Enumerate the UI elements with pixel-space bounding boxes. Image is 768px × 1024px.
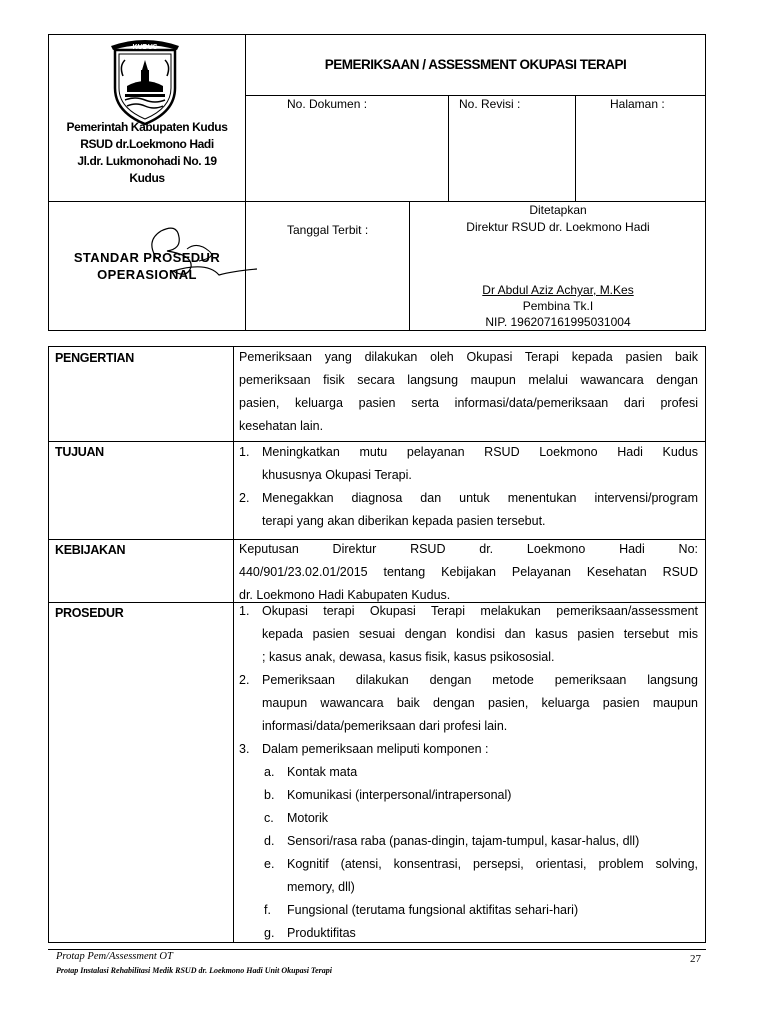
list-item: b. Komunikasi (interpersonal/intrapersonal) (264, 788, 512, 802)
procedure-table (48, 346, 706, 943)
direktur-text: Direktur RSUD dr. Loekmono Hadi (466, 220, 650, 234)
no-dokumen-label: No. Dokumen : (287, 97, 368, 111)
signer-rank: Pembina Tk.I (522, 299, 594, 313)
list-item: 2. Menegakkan diagnosa dan untuk menentukan intervensi/program terapi yang akan diberikan kepada pasien tersebut. (239, 491, 698, 528)
signer-nip: NIP. 196207161995031004 (485, 315, 631, 329)
header-table (48, 34, 706, 331)
tujuan-label: TUJUAN (55, 445, 104, 459)
pengertian-text: Pemeriksaan yang dilakukan oleh Okupasi Terapi kepada pasien baik pemeriksaan fisik secara langsung maupun melalui wawancara dengan pasien, keluarga pasien serta informasi/data/pemeriksaan dari profesi kesehatan lain. (239, 350, 698, 433)
list-item: c. Motorik (264, 811, 328, 825)
org-line: RSUD dr.Loekmono Hadi (80, 137, 214, 151)
list-item: a. Kontak mata (264, 765, 358, 779)
approval-block (409, 202, 707, 236)
document-title: PEMERIKSAAN / ASSESSMENT OKUPASI TERAPI (324, 57, 627, 72)
signature-icon (137, 221, 267, 283)
org-line: Jl.dr. Lukmonohadi No. 19 (77, 154, 217, 168)
list-item: 1. Okupasi terapi Okupasi Terapi melakukan pemeriksaan/assessment kepada pasien sesuai dengan kondisi dan kasus pasien tersebut mis ; kasus anak, dewasa, kasus fisik, kasus psikososial. (239, 604, 698, 664)
ditetapkan-text: Ditetapkan (529, 203, 587, 217)
list-item: 2. Pemeriksaan dilakukan dengan metode pemeriksaan langsung maupun wawancara baik dengan pasien, keluarga pasien maupun informasi/data/pemeriksaan dari profesi lain. (239, 673, 698, 733)
sub-list (239, 761, 698, 945)
no-revisi-label: No. Revisi : (459, 97, 521, 111)
prosedur-list (239, 600, 698, 945)
kebijakan-text: Keputusan Direktur RSUD dr. Loekmono Hadi No: 440/901/23.02.01/2015 tentang Kebijakan Pelayanan Kesehatan RSUD dr. Loekmono Hadi Kabupaten Kudus. (239, 542, 698, 602)
list-item: 3. Dalam pemeriksaan meliputi komponen : (239, 742, 489, 756)
kudus-logo-icon (103, 36, 187, 128)
tujuan-list (239, 441, 698, 533)
signer-name: Dr Abdul Aziz Achyar, M.Kes (482, 283, 634, 297)
spo-label: STANDAR PROSEDUR OPERASIONAL (73, 250, 221, 282)
halaman-label: Halaman : (610, 97, 665, 111)
org-line: Kudus (129, 171, 165, 185)
pengertian-label: PENGERTIAN (55, 351, 134, 365)
list-item: e. Kognitif (atensi, konsentrasi, persepsi, orientasi, problem solving, memory, dll) (264, 857, 698, 894)
footer-divider (48, 949, 706, 950)
kebijakan-label: KEBIJAKAN (55, 543, 126, 557)
list-item: 1. Meningkatkan mutu pelayanan RSUD Loekmono Hadi Kudus khususnya Okupasi Terapi. (239, 445, 698, 482)
footer-line-1: Protap Pem/Assessment OT (56, 951, 173, 962)
tanggal-terbit-label: Tanggal Terbit : (287, 223, 369, 237)
list-item: f. Fungsional (terutama fungsional aktifitas sehari-hari) (264, 903, 579, 917)
organization-block (49, 119, 245, 187)
org-line: Pemerintah Kabupaten Kudus (66, 120, 228, 134)
page-number: 27 (690, 953, 701, 965)
footer-line-2: Protap Instalasi Rehabilitasi Medik RSUD dr. Loekmono Hadi Unit Okupasi Terapi (56, 966, 332, 975)
svg-text:KUDUS: KUDUS (132, 44, 158, 51)
signer-block (409, 282, 707, 330)
prosedur-label: PROSEDUR (55, 606, 124, 620)
list-item: d. Sensori/rasa raba (panas-dingin, tajam-tumpul, kasar-halus, dll) (264, 834, 640, 848)
list-item: g. Produktifitas (264, 926, 356, 940)
